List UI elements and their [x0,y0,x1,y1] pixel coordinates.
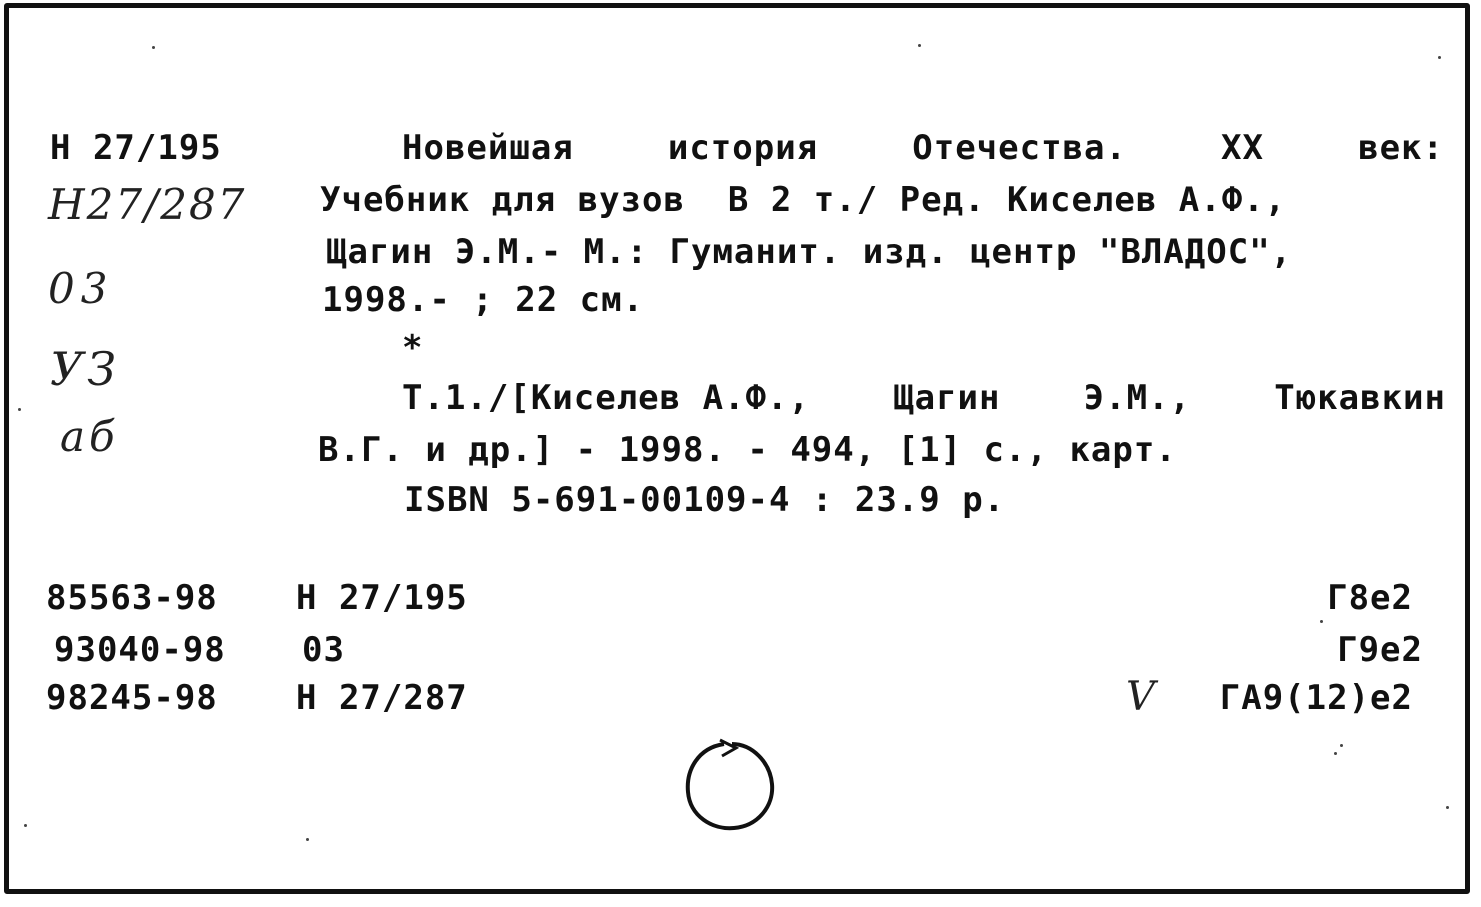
scan-speck [1334,752,1337,755]
scan-speck [24,824,27,827]
scan-speck [152,46,155,49]
scan-speck [18,408,21,411]
title-word: Отечества. [912,128,1127,168]
description-line-2: Учебник для вузов В 2 т./ Ред. Киселев А.Ф., [320,180,1287,220]
volume-asterisk: * [402,328,424,368]
title-word: век: [1358,128,1444,168]
description-line-4: 1998.- ; 22 см. [322,280,645,320]
title-word: XX [1221,128,1264,168]
volume-word: Щагин [893,378,1001,418]
check-mark: V [1126,674,1155,720]
isbn-line: ISBN 5-691-00109-4 : 23.9 р. [404,480,1006,520]
description-line-3: Щагин Э.М.- М.: Гуманит. изд. центр "ВЛАДОС", [326,232,1293,272]
scan-speck [1340,744,1343,747]
handwritten-mark-03: 03 [48,264,114,313]
scan-speck [1320,620,1323,623]
inventory-number: 98245-98 [46,678,218,718]
volume-line-1 [402,378,1446,418]
scan-speck [1438,56,1441,59]
volume-line-2: В.Г. и др.] - 1998. - 494, [1] с., карт. [318,430,1177,470]
handwritten-mark-u3: УЗ [50,342,120,396]
holding-location: 03 [302,630,345,670]
title-word: Новейшая [402,128,574,168]
volume-word: Тюкавкин [1274,378,1446,418]
holding-location: Н 27/195 [296,578,468,618]
scan-speck [306,838,309,841]
inventory-number: 93040-98 [54,630,226,670]
holding-location: Н 27/287 [296,678,468,718]
inventory-number: 85563-98 [46,578,218,618]
scan-speck [1446,806,1449,809]
volume-word: Т.1./[Киселев А.Ф., [402,378,810,418]
title-word: история [667,128,819,168]
title-line [402,128,1444,168]
classification-code: Г8е2 [1327,578,1413,618]
classification-code: Г9е2 [1337,630,1423,670]
classification-code: ГА9(12)е2 [1219,678,1413,718]
scan-speck [918,44,921,47]
handwritten-shelf-mark: Н27/287 [48,180,247,229]
handwritten-mark-ab: аб [60,412,119,461]
volume-word: Э.М., [1083,378,1192,418]
punch-hole [676,734,786,838]
call-number: Н 27/195 [50,128,222,168]
